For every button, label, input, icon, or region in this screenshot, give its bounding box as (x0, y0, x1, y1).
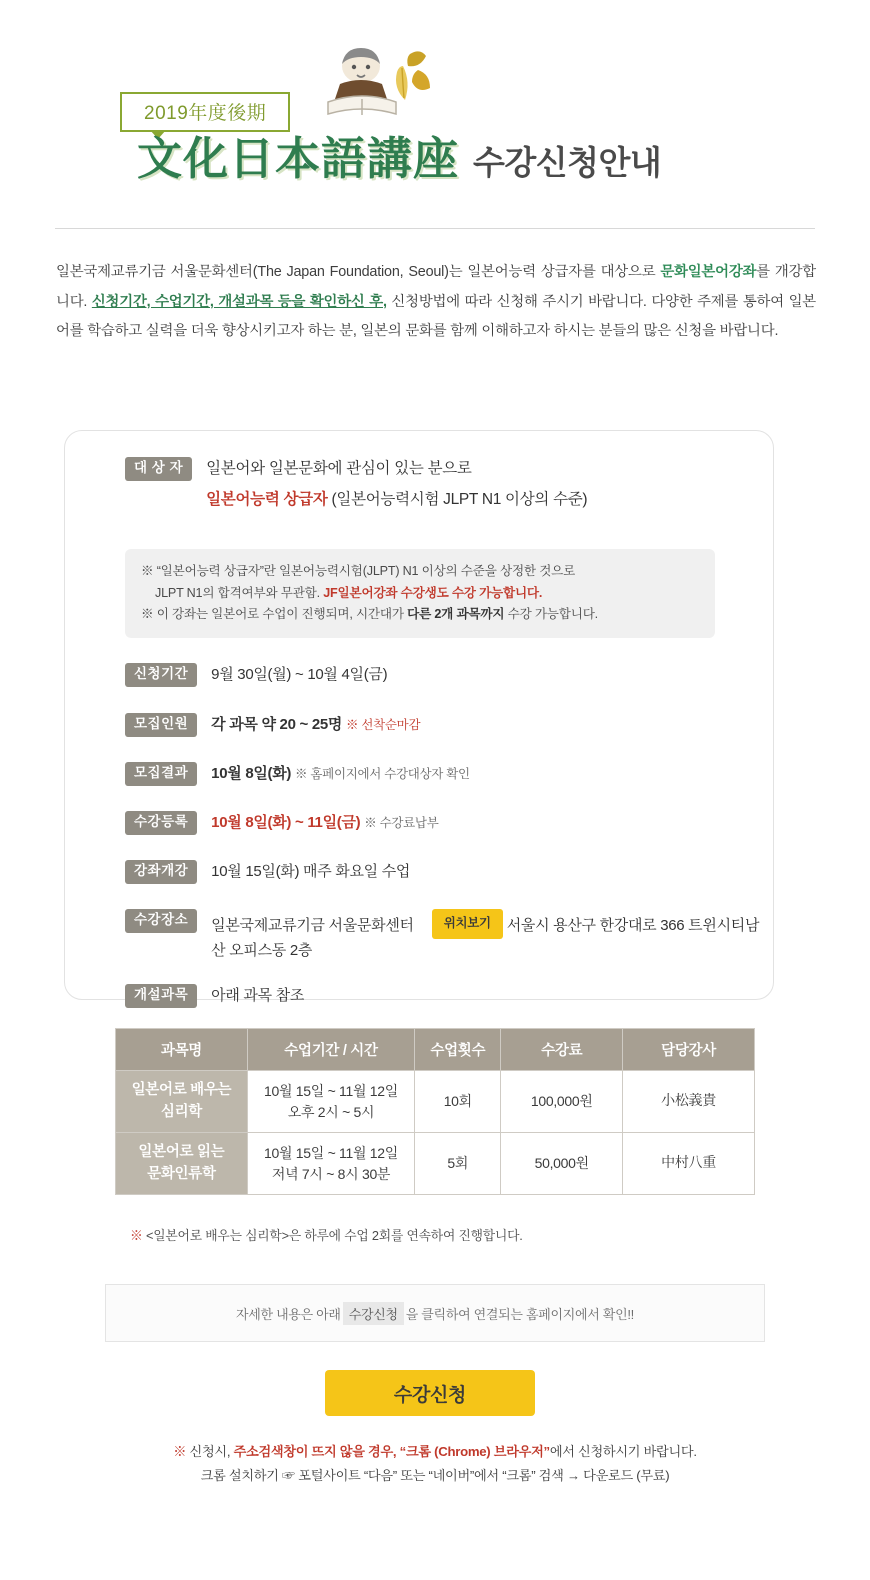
table-header-row (116, 1029, 755, 1071)
note-2-b: 수강 가능합니다. (504, 607, 598, 622)
info-row-courses (125, 984, 304, 1008)
course-teacher-2: 中村八重 (623, 1133, 755, 1195)
location-address: 서울시 용산구 한강대로 366 트윈시티남산 오피스동 2층 (211, 917, 760, 960)
table-footnote-mark: ※ (130, 1228, 143, 1243)
note-2-bold: 다른 2개 과목까지 (407, 607, 505, 622)
year-ribbon (120, 92, 290, 132)
course-fee-2: 50,000원 (501, 1133, 623, 1195)
note-1-a: ※ “일본어능력 상급자”란 일본어능력시험(JLPT) N1 이상의 수준을 상정한 것으로 (141, 564, 576, 578)
footer-notes (0, 1440, 870, 1489)
capacity-note: ※ 선착순마감 (345, 718, 421, 732)
table-header-fee: 수강료 (501, 1029, 623, 1071)
info-label-start: 강좌개강 (125, 860, 197, 884)
info-row-application-period (125, 663, 387, 687)
note-1 (141, 561, 699, 604)
course-count-1: 10회 (415, 1071, 501, 1133)
footer-line-1-bold: 주소검색창이 뜨지 않을 경우, “크롬 (Chrome) 브라우저” (233, 1444, 550, 1459)
target-line1: 일본어와 일본문화에 관심이 있는 분으로 (206, 460, 472, 477)
apply-chip: 수강신청 (343, 1302, 404, 1325)
info-label-target: 대 상 자 (125, 457, 192, 481)
course-count-2: 5회 (415, 1133, 501, 1195)
note-1-second-line (141, 583, 699, 605)
note-2-a: ※ 이 강좌는 일본어로 수업이 진행되며, 시간대가 (141, 607, 408, 622)
table-footnote (130, 1225, 523, 1244)
course-name-1-l2: 심리학 (160, 1103, 202, 1120)
registration-date: 10월 8일(화) ~ 11일(금) (211, 814, 361, 831)
course-fee-1: 100,000원 (501, 1071, 623, 1133)
info-label-location: 수강장소 (125, 909, 197, 933)
info-row-target (125, 457, 587, 512)
title-korean: 수강신청안내 (473, 144, 662, 181)
table-header-name: 과목명 (116, 1029, 248, 1071)
detail-info-box (105, 1284, 765, 1342)
mascot-reading-icon (318, 44, 448, 134)
course-period-1-time: 오후 2시 ~ 5시 (287, 1103, 375, 1120)
table-footnote-text: <일본어로 배우는 심리학>은 하루에 수업 2회를 연속하여 진행합니다. (142, 1228, 523, 1243)
info-value-application-period: 9월 30일(월) ~ 10월 4일(금) (211, 666, 388, 683)
info-label-courses: 개설과목 (125, 984, 197, 1008)
course-teacher-1: 小松義貴 (623, 1071, 755, 1133)
capacity-text: 각 과목 약 20 ~ 25명 (211, 716, 343, 733)
title-japanese: 文化日本語講座 (137, 132, 460, 185)
course-name-2 (116, 1133, 248, 1195)
info-value-location (211, 909, 773, 963)
detail-info-pre: 자세한 내용은 아래 (235, 1306, 341, 1322)
page-header (0, 0, 870, 215)
footer-line-1-a: 신청시, (186, 1444, 234, 1459)
course-name-1-l1: 일본어로 배우는 (131, 1082, 232, 1099)
registration-note: ※ 수강료납부 (364, 816, 439, 830)
table-header-period: 수업기간 / 시간 (247, 1029, 414, 1071)
table-row (116, 1133, 755, 1195)
result-date: 10월 8일(화) (211, 765, 292, 782)
info-row-start (125, 860, 410, 884)
note-2 (141, 604, 699, 626)
course-period-1-date: 10월 15일 ~ 11월 12일 (264, 1082, 398, 1099)
target-line2-highlight: 일본어능력 상급자 (206, 491, 328, 509)
footer-line-2: 크롬 설치하기 ☞ 포털사이트 “다음” 또는 “네이버”에서 “크롬” 검색 → 다운로드 (무료) (200, 1468, 670, 1484)
footer-line-1-b: 에서 신청하시기 바랍니다. (549, 1444, 697, 1459)
target-line2-rest: (일본어능력시험 JLPT N1 이상의 수준) (327, 491, 588, 509)
footer-mark: ※ (173, 1444, 187, 1459)
result-note: ※ 홈페이지에서 수강대상자 확인 (295, 767, 470, 781)
info-row-result (125, 762, 470, 786)
info-value-target (206, 457, 587, 512)
info-row-registration (125, 811, 438, 835)
info-label-registration: 수강등록 (125, 811, 197, 835)
header-divider (55, 228, 815, 229)
view-location-button[interactable]: 위치보기 (432, 909, 503, 939)
intro-link[interactable]: 신청기간, 수업기간, 개설과목 등을 확인하신 후, (91, 293, 387, 310)
page-title (137, 132, 662, 185)
course-table (115, 1028, 755, 1195)
info-label-result: 모집결과 (125, 762, 197, 786)
course-period-2-time: 저녁 7시 ~ 8시 30분 (271, 1165, 391, 1182)
info-label-application-period: 신청기간 (125, 663, 197, 687)
note-1-bold: JF일본어강좌 수강생도 수강 가능합니다. (323, 585, 543, 600)
info-value-registration (211, 811, 438, 834)
course-period-2 (247, 1133, 414, 1195)
course-period-1 (247, 1071, 414, 1133)
note-1-b: JLPT N1의 합격여부와 무관함. (155, 585, 324, 600)
info-value-courses: 아래 과목 참조 (211, 987, 305, 1004)
intro-text-a: 일본국제교류기금 서울문화센터(The Japan Foundation, Seoul)는 일본어능력 상급자를 대상으로 (56, 264, 661, 280)
info-row-capacity (125, 713, 420, 737)
info-notes-box (125, 549, 715, 638)
info-value-capacity (211, 713, 420, 736)
course-name-2-l1: 일본어로 읽는 (138, 1144, 225, 1161)
info-value-result (211, 762, 470, 785)
detail-info-post: 을 클릭하여 연결되는 홈페이지에서 확인!! (405, 1306, 634, 1322)
info-value-start: 10월 15일(화) 매주 화요일 수업 (211, 863, 411, 880)
table-row (116, 1071, 755, 1133)
table-header-teacher: 담당강사 (623, 1029, 755, 1071)
footer-line-1 (0, 1440, 870, 1464)
intro-text-c: 신청방법에 따라 신청해 주시기 바랍니다. 다양한 주제를 통하여 일본어를 학습하고 실력을 더욱 향상시키고자 하는 분, 일본의 문화를 함께 이해하고자 하시는 분들의 많은 신청을 바랍니다. (56, 293, 816, 340)
intro-text-b: 를 개강합니다. (56, 264, 816, 310)
course-name-1 (116, 1071, 248, 1133)
year-ribbon-label: 2019年度後期 (120, 92, 290, 132)
course-period-2-date: 10월 15일 ~ 11월 12일 (264, 1144, 398, 1161)
info-label-capacity: 모집인원 (125, 713, 197, 737)
info-card (64, 430, 774, 1004)
apply-button[interactable]: 수강신청 (325, 1370, 535, 1416)
location-name: 일본국제교류기금 서울문화센터 (211, 917, 414, 934)
course-name-2-l2: 문화인류학 (147, 1165, 216, 1182)
intro-paragraph (56, 258, 816, 347)
table-header-count: 수업횟수 (415, 1029, 501, 1071)
info-row-location (125, 909, 773, 963)
intro-highlight: 문화일본어강좌 (660, 264, 757, 280)
